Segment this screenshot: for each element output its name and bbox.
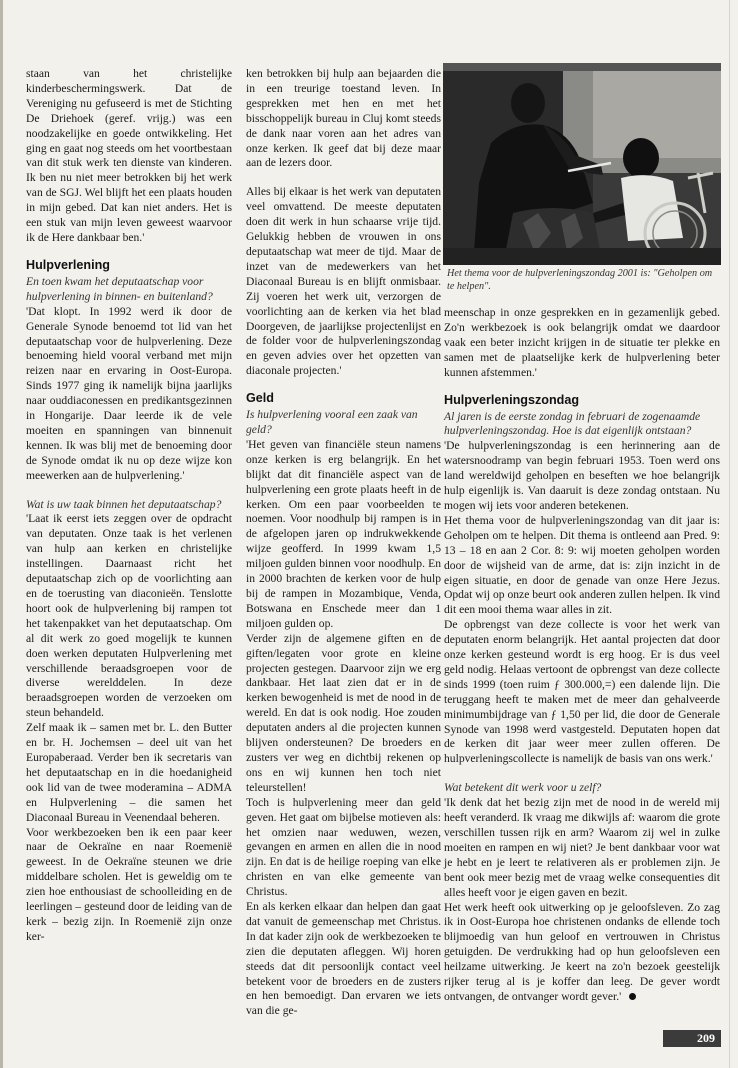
paragraph: ken betrokken bij hulp aan bejaarden die in een treurige toestand leven. In gesprekken met hen en met het bisschoppelijk bureau in Cluj komt steeds de dank naar voren aan het adres van onze kerken. Ik geef dat bij deze maar aan de lezers door. — [246, 67, 441, 170]
right-margin-rule — [729, 0, 730, 1068]
page-number: 209 — [663, 1030, 721, 1047]
paragraph: 'Dat klopt. In 1992 werd ik door de Generale Synode benoemd tot lid van het deputaatschap voor de hulpverlening. Deze benoeming hield vooral verband met mijn reizen naar en ervaring in Oost-Europa. Sinds 1977 ging ik namelijk bijna jaarlijks naar ouddiaconessen en predikantsgezinnen in Hongarije. Daar leerde ik de vele moeiten en spanningen van binnenuit kennen. Ik was blij met de benoeming door de Synode omdat ik nu op deze wijze kon meewerken aan de hulpverlening.' — [26, 304, 232, 482]
column-middle — [246, 67, 441, 1019]
paragraph: Zelf maak ik – samen met br. L. den Butter en br. H. Jochemsen – deel uit van het Europaberaad. Verder ben ik secretaris van het deputaatschap en in die hoedanigheid ook lid van de twee moderamina – ADMA en Hulpverlening – die samen het Diaconaal Bureau in Veenendaal beheren. — [26, 721, 232, 824]
end-of-article-bullet-icon — [629, 993, 636, 1000]
paragraph-text: Het werk heeft ook uitwerking op je geloofsleven. Zo zag ik in Oost-Europa hoe christenen ondanks de ellende toch blijmoedig van hun geloof en vertrouwen in Christus getuigden. De verdrukking had op hun geloofsleven een heilzame uitwerking. Je keert na zo'n bezoek geestelijk rijker terug al is je koffer dan leeg. De gever wordt ontvangen, de ontvanger wordt gever.' — [444, 900, 720, 1003]
section-heading-geld: Geld — [246, 391, 274, 406]
paragraph: En als kerken elkaar dan helpen dan gaat dat vanuit de gemeenschap met Christus. In dat kader zijn ook de werkbezoeken te zien die deputaten afleggen. Wij horen steeds dat dit persoonlijk contact veel betekent voor de broeders en de zusters en hen bemoedigt. Dan ervaren we iets van die ge- — [246, 900, 441, 1018]
page-edge — [0, 0, 3, 1068]
paragraph: 'Het geven van financiële steun namens onze kerken is erg belangrijk. En het blijkt dat dit financiële aspect van de hulpverlening een grote plaats heeft in de kerken. Om een paar voorbeelden te noemen. Voor noodhulp bij rampen is in de afgelopen jaren op indrukwekkende wijze geofferd. In 1999 kwam 1,5 miljoen gulden binnen voor noodhulp. En in 2000 brachten de kerken voor de hulp bij de rampen in Mozambique, Venda, Botswana en Enschede meer dan 1 miljoen gulden op. — [246, 437, 441, 630]
photo-caption: Het thema voor de hulpverleningszondag 2001 is: "Geholpen om te helpen". — [447, 268, 713, 292]
paragraph: Toch is hulpverlening meer dan geld geven. Het gaat om bijbelse motieven als: het omzien naar weduwen, wezen, gevangen en armen en allen die in nood zijn. En dat is de heilige roeping van elke christen en van elke gemeente van Christus. — [246, 795, 441, 899]
interview-question: Wat betekent dit werk voor u zelf? — [444, 781, 602, 795]
paragraph: De opbrengst van deze collecte is voor het werk van deputaten enorm belangrijk. Het aantal projecten dat door onze kerken gesteund wordt is erg hoog. Er is dus veel geld nodig. Helaas vertoont de opbrengst van deze collecte sinds 1999 (toen ruim ƒ 300.000,=) een dalende lijn. Die teruggang heeft te maken met de meer dan gehalveerde minimumbijdrage van ƒ 1,50 per lid, die door de Generale Synode van 1998 werd vastgesteld. Deputaten hopen dat de kerken dit jaar weer meer zullen offeren. De hulpverleningscollecte is namelijk de basis van ons werk.' — [444, 618, 720, 766]
photo-woman-feeding-child — [443, 63, 721, 265]
paragraph-final — [444, 901, 720, 1005]
paragraph: Verder zijn de algemene giften en de giften/legaten voor grote en kleine projecten gestegen. Daarvoor zijn we erg dankbaar. Het laat zien dat er in de kerken bewogenheid is met de nood in de wereld. En dat is ook nodig. Hoe zouden deputaten anders al die projecten kunnen blijven ondersteunen? De broeders en zusters ver weg en dichtbij rekenen op ons en wij kunnen hen toch niet teleurstellen! — [246, 631, 441, 794]
interview-question: Al jaren is de eerste zondag in februari de zogenaamde hulpverleningszondag. Hoe is dat eigenlijk ontstaan? — [444, 409, 701, 438]
column-left — [26, 67, 232, 945]
paragraph: 'Laat ik eerst iets zeggen over de opdracht van deputaten. Onze taak is het verlenen van hulp aan kerken en christelijke instellingen. Daarnaast richt het deputaatschap zich op de voorlichting aan en de toerusting van diaconieën. Tenslotte hoort ook de hulpverlening bij rampen tot het takenpakket van het deputaatschap. Om al dit werk zo goed mogelijk te kunnen doen werken deputaten Hulpverlening met verschillende beraadsgroepen voor de diverse werelddelen. In deze beraadsgroepen worden de verzoeken om steun behandeld. — [26, 512, 232, 720]
interview-question: Wat is uw taak binnen het deputaatschap? — [26, 497, 222, 511]
paragraph: 'Ik denk dat het bezig zijn met de nood in de wereld mij heeft veranderd. Ik vraag me dikwijls af: waarom die grote verschillen tussen rijk en arm? Waarom zij wel in zulke moeiten en rampen en wij niet? Je bent dankbaar voor wat je hebt en je leert te relativeren als er problemen zijn. Je bent ook meer bezig met de vraag welke consequenties dit alles heeft voor je eigen gaven en bezit. — [444, 796, 720, 899]
paragraph: meenschap in onze gesprekken en in gezamenlijk gebed. Zo'n werkbezoek is ook belangrijk omdat we daardoor vaak een beter inzicht krijgen in de situatie ter plekke en samen met de plaatselijke kerk de hulpverlening beter kunnen afstemmen.' — [444, 306, 720, 379]
interview-question: Is hulpverlening vooral een zaak van geld? — [246, 408, 418, 437]
paragraph: staan van het christelijke kinderbeschermingswerk. Dat de Vereniging nu gefuseerd is met de Stichting De Driehoek (geref. vrijg.) was een noodzakelijke en goede ontwikkeling. Het ging en gaat nog steeds om het voortbestaan van dit stuk werk ten dienste van kinderen. Ik ben nu niet meer betrokken bij het werk van de SGJ. Wel blijft het een plaats houden in mijn gebed. Dat kan niet anders. Het is een stuk van mijn leven geweest waarvoor ik de Here dankbaar ben.' — [26, 67, 232, 244]
paragraph: Het thema voor de hulpverleningszondag van dit jaar is: Geholpen om te helpen. Dit thema is ontleend aan Pred. 9: 13 – 18 en aan 2 Cor. 8: 9: wij moeten geholpen worden door de wijsheid van de arme, dat is: zijn inzicht in de eigen situatie, en door de genade van onze Here Jezus. Opdat wij op onze beurt ook anderen zullen helpen. Ik vind dit een mooi thema waar alles in zit. — [444, 513, 720, 617]
interview-question: En toen kwam het deputaatschap voor hulpverlening in binnen- en buitenland? — [26, 274, 213, 303]
column-right — [444, 306, 720, 1005]
paragraph: 'De hulpverleningszondag is een herinnering aan de watersnoodramp van begin februari 1953. Toen werd ons land wereldwijd geholpen en beseften we hoe belangrijk hulp eigenlijk is. Van daaruit is deze zondag ontstaan. Nu mogen wij iets voor anderen betekenen. — [444, 439, 720, 512]
section-heading-hulpverlening: Hulpverlening — [26, 257, 110, 272]
paragraph: Alles bij elkaar is het werk van deputaten veel omvattend. De meeste deputaten doen dit werk in hun schaarse vrije tijd. Gelukkig hebben de vrouwen in ons deputaatschap wat meer de tijd. Maar de inzet van de medewerkers van het Diaconaal Bureau is en blijft onmisbaar. Zij voeren het werk uit, verzorgen de voorlichting aan de kerken via het blad Doorgeven, de jaarlijkse projectenlijst en de folder voor de hulpverleningszondag en geven advies over het opzetten van diaconale projecten.' — [246, 185, 441, 378]
photo-illustration — [443, 63, 721, 265]
section-heading-hulpverleningszondag: Hulpverleningszondag — [444, 392, 580, 407]
paragraph: Voor werkbezoeken ben ik een paar keer naar de Oekraïne en naar Roemenië geweest. In de Oekraïne steunen we drie middelbare scholen. Het is geweldig om te zien hoe enthousiast de schoolleiding en de leerlingen – gesteund door de leiding van de kerk – bezig zijn. In Roemenië zijn onze ker- — [26, 825, 232, 943]
